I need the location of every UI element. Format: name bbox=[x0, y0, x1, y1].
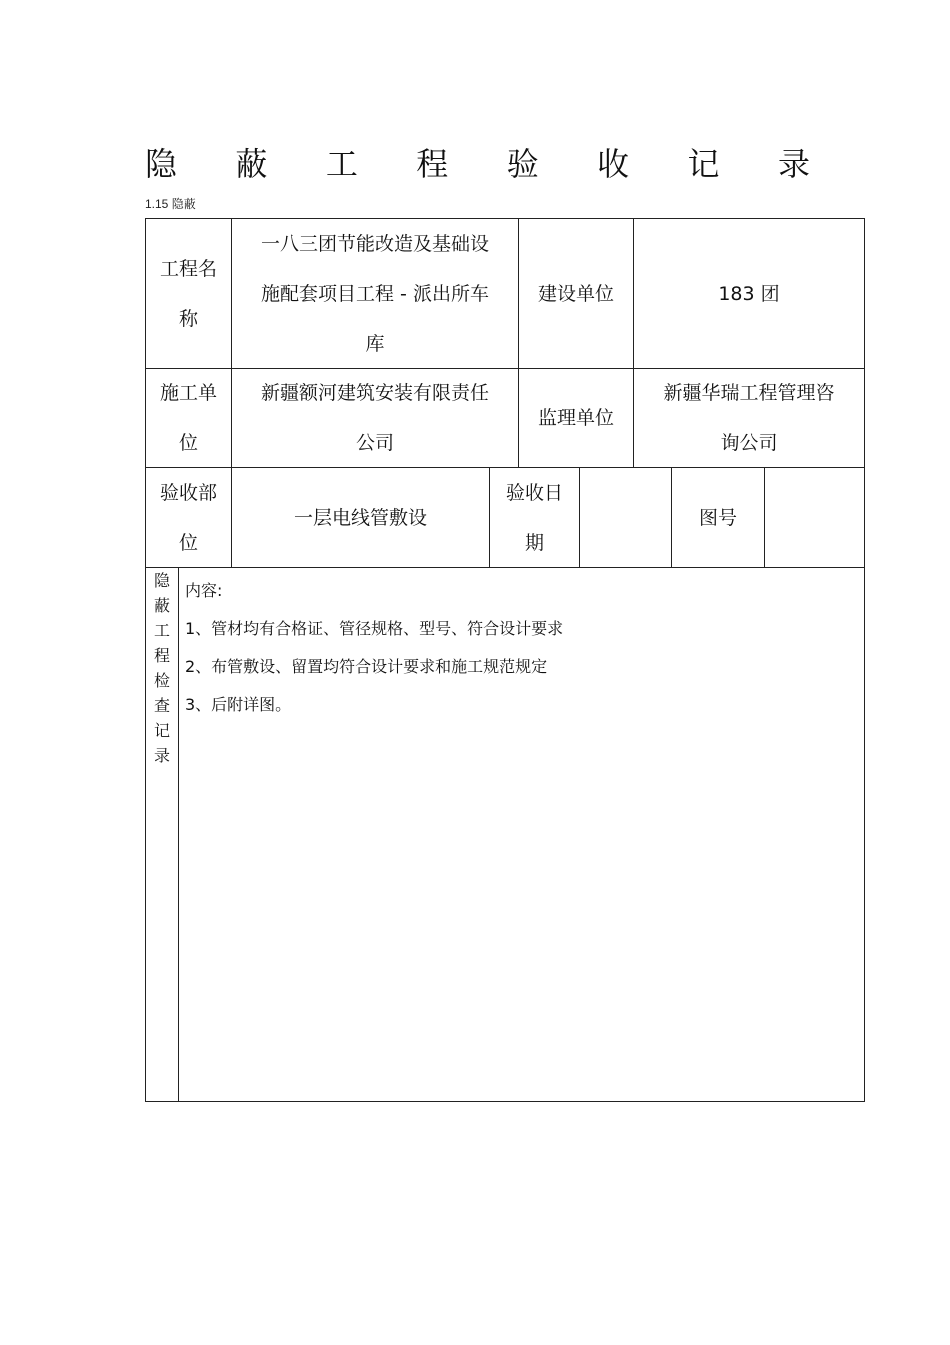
title-char: 记 bbox=[687, 145, 720, 183]
inspection-record-label bbox=[148, 568, 176, 768]
record-label-char: 检 bbox=[153, 671, 170, 690]
date-label: 验收日 期 bbox=[505, 481, 563, 554]
project-name-value: 一八三团节能改造及基础设 施配套项目工程 - 派出所车 库 bbox=[260, 232, 489, 355]
record-label-char: 程 bbox=[153, 646, 170, 665]
title-char: 录 bbox=[777, 145, 810, 183]
document-title bbox=[145, 140, 810, 184]
title-char: 隐 bbox=[145, 145, 178, 183]
content-item: 3、后附详图。 bbox=[185, 695, 292, 714]
owner-value: 183 团 bbox=[718, 282, 780, 305]
project-name-label: 工程名 称 bbox=[159, 257, 217, 330]
record-label-char: 查 bbox=[153, 696, 170, 715]
title-char: 蔽 bbox=[235, 145, 268, 183]
content-item: 1、管材均有合格证、管径规格、型号、符合设计要求 bbox=[185, 619, 564, 638]
content-heading: 内容: bbox=[185, 581, 223, 600]
inspection-content bbox=[185, 572, 855, 724]
title-char: 程 bbox=[416, 145, 449, 183]
title-char: 验 bbox=[506, 145, 539, 183]
contractor-label: 施工单 位 bbox=[159, 382, 217, 454]
supervisor-label: 监理单位 bbox=[537, 407, 614, 429]
col-divider bbox=[178, 567, 179, 1102]
date-value bbox=[580, 468, 671, 567]
content-item: 2、布管敷设、留置均符合设计要求和施工规范规定 bbox=[185, 657, 548, 676]
drawing-number-value bbox=[765, 468, 864, 567]
record-label-char: 工 bbox=[153, 621, 170, 640]
location-value: 一层电线管敷设 bbox=[293, 506, 427, 529]
contractor-value: 新疆额河建筑安装有限责任 公司 bbox=[260, 382, 489, 454]
drawing-number-label: 图号 bbox=[698, 506, 737, 529]
record-label-char: 录 bbox=[153, 746, 170, 765]
supervisor-value: 新疆华瑞工程管理咨 询公司 bbox=[663, 382, 835, 454]
title-char: 收 bbox=[597, 145, 630, 183]
record-label-char: 记 bbox=[153, 721, 170, 740]
location-label: 验收部 位 bbox=[159, 481, 217, 554]
owner-label: 建设单位 bbox=[537, 282, 614, 305]
record-label-char: 蔽 bbox=[153, 596, 170, 615]
section-code: 1.15 隐蔽 bbox=[145, 197, 196, 211]
title-char: 工 bbox=[325, 145, 358, 183]
record-label-char: 隐 bbox=[153, 571, 170, 590]
